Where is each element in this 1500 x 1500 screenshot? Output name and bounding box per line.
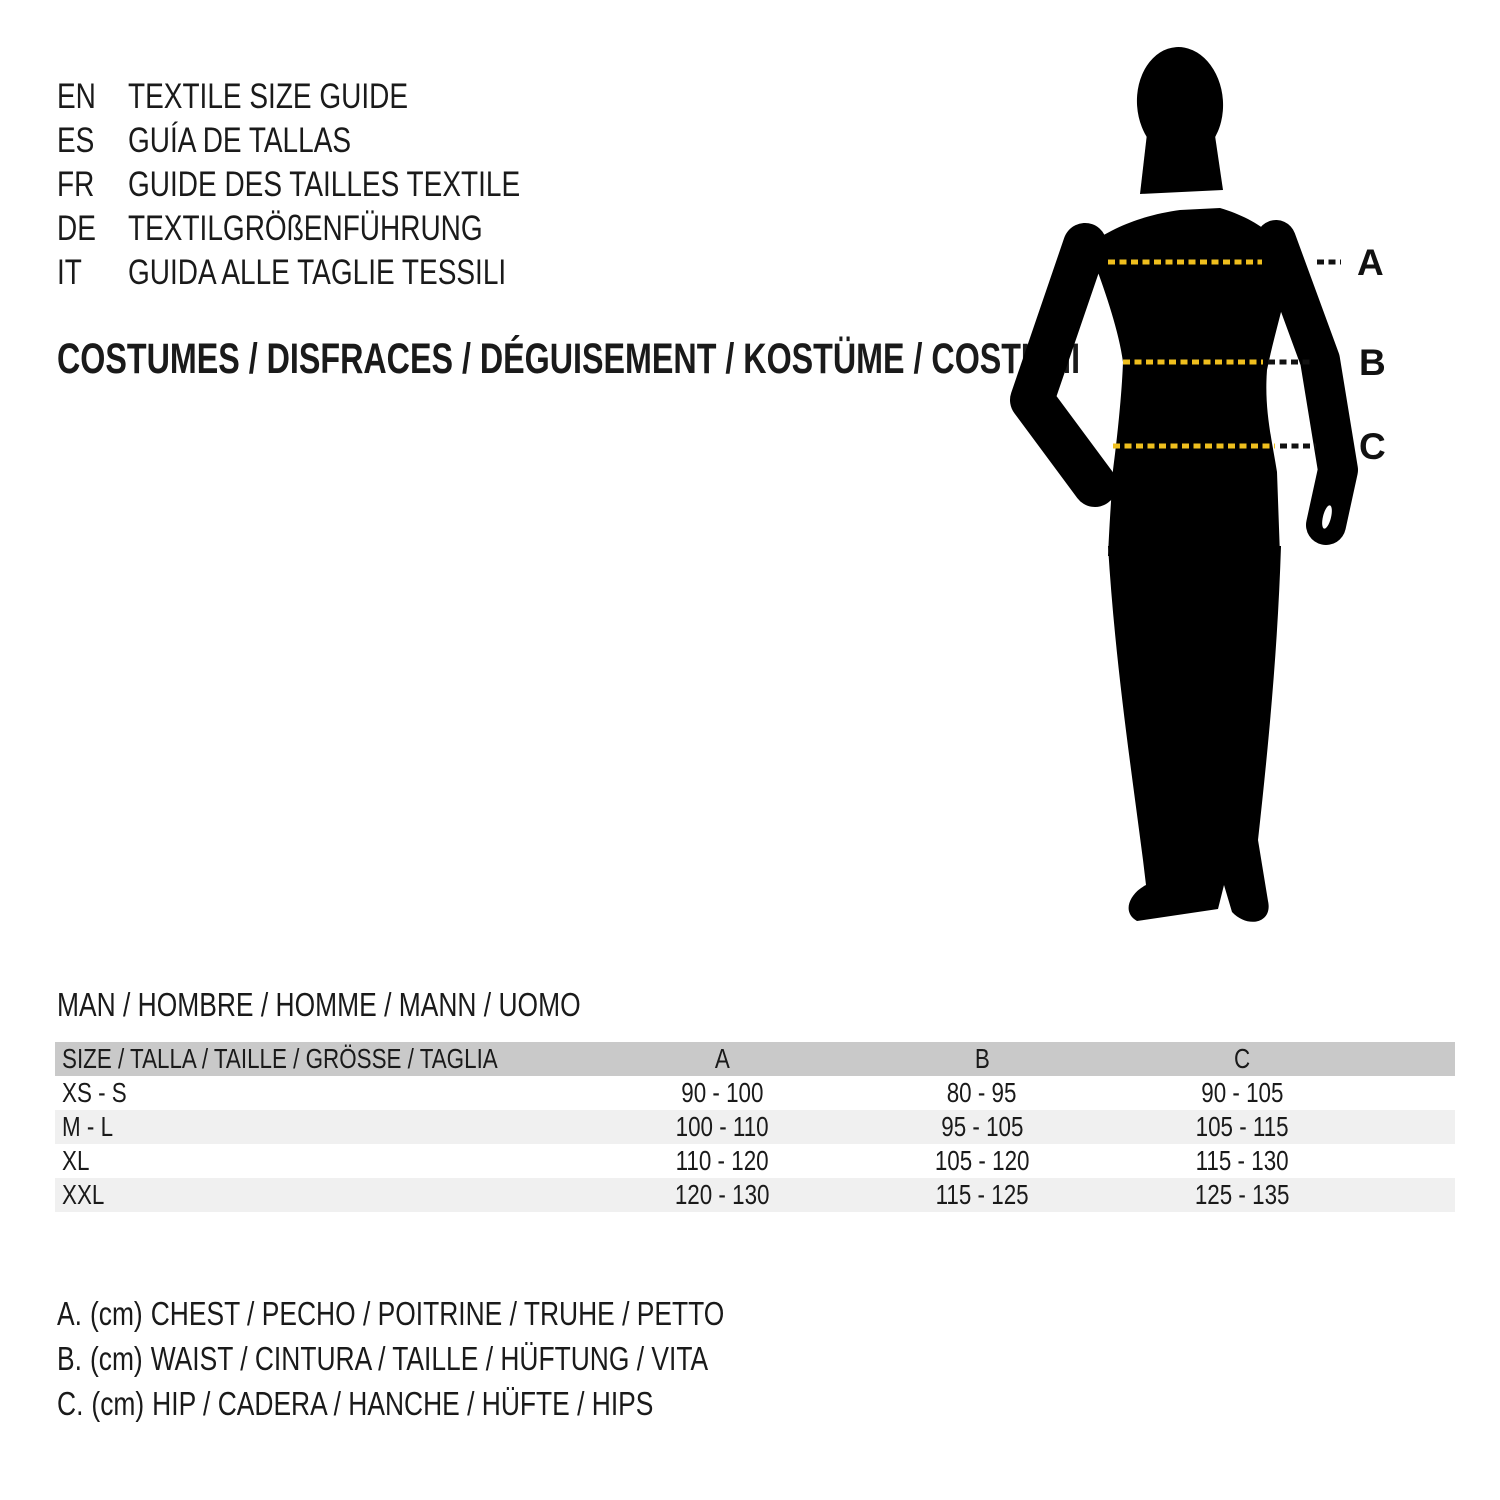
lang-label: TEXTILE SIZE GUIDE: [128, 77, 409, 116]
lang-code: FR: [57, 165, 95, 204]
value-a: 90 - 100: [680, 1077, 764, 1108]
lang-label: GUIDE DES TAILLES TEXTILE: [128, 165, 521, 204]
measure-label-c: C: [1359, 426, 1386, 467]
lang-label: TEXTILGRÖßENFÜHRUNG: [128, 209, 483, 248]
legend-label: CHEST / PECHO / POITRINE / TRUHE / PETTO: [150, 1294, 725, 1332]
table-row-xxl: [55, 1178, 1455, 1212]
lang-code: EN: [57, 77, 96, 116]
header-col-c: C: [1233, 1043, 1251, 1074]
lang-code: ES: [57, 121, 95, 160]
measure-label-a: A: [1357, 242, 1384, 283]
section-title-man: [57, 983, 712, 1027]
legend-row-chest: [57, 1291, 891, 1336]
size-table: [55, 1042, 1455, 1212]
value-b: 95 - 105: [940, 1111, 1024, 1142]
value-a: 110 - 120: [675, 1145, 769, 1176]
header-col-b: B: [974, 1043, 990, 1074]
legend-unit: (cm): [89, 1339, 143, 1377]
legend-label: WAIST / CINTURA / TAILLE / HÜFTUNG / VITA: [150, 1339, 709, 1377]
value-c: 115 - 130: [1195, 1145, 1289, 1176]
lang-code: IT: [57, 253, 82, 292]
lang-row-en: [57, 75, 618, 119]
legend-unit: (cm): [91, 1384, 145, 1422]
lang-code: DE: [57, 209, 96, 248]
neck-silhouette: [1140, 122, 1223, 194]
section-title-text: MAN / HOMBRE / HOMME / MANN / UOMO: [57, 986, 581, 1023]
lang-label: GUÍA DE TALLAS: [128, 121, 352, 160]
table-row-xl: [55, 1144, 1455, 1178]
legend-label: HIP / CADERA / HANCHE / HÜFTE / HIPS: [152, 1384, 654, 1422]
measure-label-b: B: [1359, 342, 1386, 383]
header-col-a: A: [714, 1043, 730, 1074]
legend-row-hip: [57, 1381, 891, 1426]
left-arm-silhouette: [1032, 245, 1095, 485]
measurement-legend: [57, 1291, 891, 1426]
value-c: 90 - 105: [1200, 1077, 1284, 1108]
header-size-label: SIZE / TALLA / TAILLE / GRÖSSE / TAGLIA: [62, 1043, 498, 1074]
table-row-m-l: [55, 1110, 1455, 1144]
language-guide-list: [57, 75, 618, 295]
lang-row-es: [57, 119, 618, 163]
legend-key: C.: [57, 1384, 84, 1422]
lang-label: GUIDA ALLE TAGLIE TESSILI: [128, 253, 507, 292]
legend-row-waist: [57, 1336, 891, 1381]
value-b: 80 - 95: [947, 1077, 1017, 1108]
legs-silhouette: [1108, 546, 1281, 922]
table-row-xs-s: [55, 1076, 1455, 1110]
size-table-header: [55, 1042, 1455, 1076]
size-cell: XS - S: [62, 1077, 127, 1108]
size-cell: XL: [62, 1145, 90, 1176]
right-arm-silhouette: [1276, 240, 1338, 525]
man-silhouette-figure: [980, 40, 1480, 970]
category-title-text: COSTUMES / DISFRACES / DÉGUISEMENT / KOSTÜME / COSTUMI: [57, 335, 1081, 383]
value-c: 125 - 135: [1194, 1179, 1290, 1210]
lang-row-fr: [57, 163, 618, 207]
value-a: 100 - 110: [675, 1111, 769, 1142]
value-a: 120 - 130: [674, 1179, 770, 1210]
value-b: 105 - 120: [934, 1145, 1030, 1176]
legend-unit: (cm): [89, 1294, 143, 1332]
size-cell: M - L: [62, 1111, 114, 1142]
size-cell: XXL: [62, 1179, 105, 1210]
legend-key: A.: [57, 1294, 82, 1332]
lang-row-it: [57, 251, 618, 295]
legend-key: B.: [57, 1339, 82, 1377]
lang-row-de: [57, 207, 618, 251]
value-b: 115 - 125: [935, 1179, 1029, 1210]
value-c: 105 - 115: [1195, 1111, 1289, 1142]
man-silhouette: [1032, 44, 1338, 922]
